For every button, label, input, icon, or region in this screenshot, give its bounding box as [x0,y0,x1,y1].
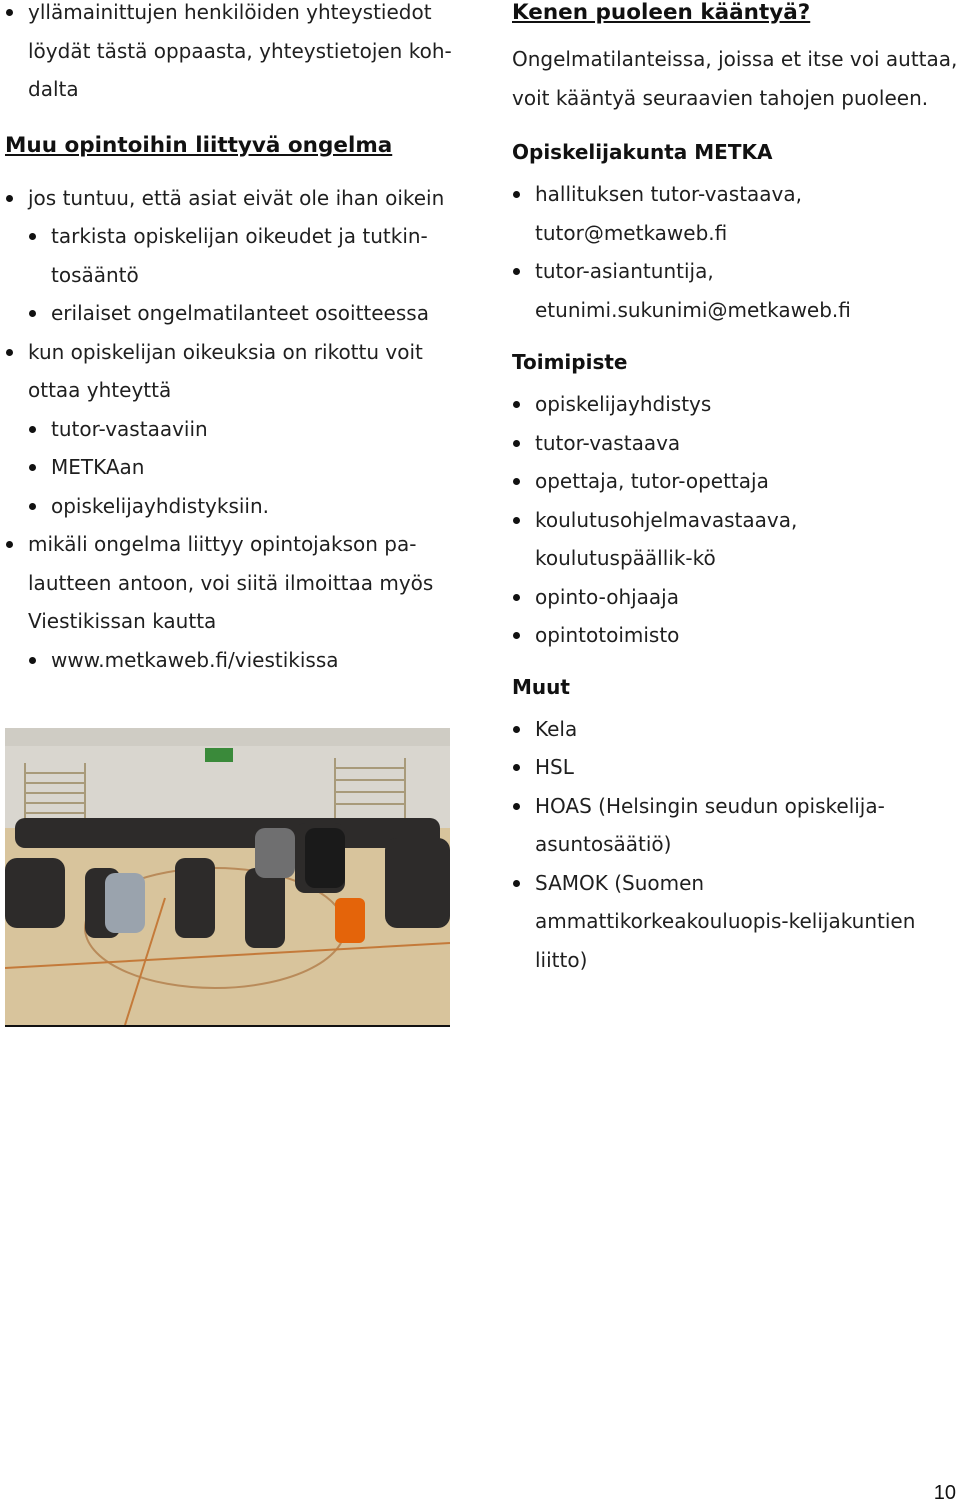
list-item: opinto-ohjaaja [512,578,960,617]
group-heading: Toimipiste [512,350,628,374]
group-heading: Opiskelijakunta METKA [512,140,773,164]
list-item: HOAS (Helsingin seudun opiskelija-asuntosäätiö) [512,787,960,864]
right-title: Kenen puoleen kääntyä? [512,0,811,25]
list-item: tutor-vastaava [512,424,960,463]
contact-groups [512,137,960,979]
list-item: HSL [512,748,960,787]
left-column [5,0,455,679]
section-list [5,179,455,680]
list-item: tarkista opiskelijan oikeudet ja tutkin-tosääntö [5,217,455,294]
gym-group-photo [5,728,450,1027]
list-item: METKAan [5,448,455,487]
page-number: 10 [933,1482,956,1504]
right-column [512,0,960,979]
group-heading: Muut [512,674,570,699]
list-item: yllämainittujen henkilöiden yhteystiedot löydät tästä oppaasta, yhteystietojen koh-dalta [5,0,455,109]
list-item: opintotoimisto [512,616,960,655]
list-item: opettaja, tutor-opettaja [512,462,960,501]
list-item: erilaiset ongelmatilanteet osoitteessa [5,294,455,333]
list-item: www.metkaweb.fi/viestikissa [5,641,455,680]
list-item: jos tuntuu, että asiat eivät ole ihan oikein [5,179,455,218]
list-item: SAMOK (Suomen ammattikorkeakouluopis-kelijakuntien liitto) [512,864,960,980]
section-title: Muu opintoihin liittyvä ongelma [5,132,393,158]
group-list [512,710,960,980]
right-intro: Ongelmatilanteissa, joissa et itse voi auttaa, voit kääntyä seuraavien tahojen puoleen. [512,47,958,110]
list-item: hallituksen tutor-vastaava, tutor@metkaweb.fi [512,175,960,252]
group-list [512,175,960,329]
list-item: Kela [512,710,960,749]
list-item: mikäli ongelma liittyy opintojakson pa-lautteen antoon, voi siitä ilmoittaa myös Viestikissan kautta [5,525,455,641]
intro-list [5,0,455,109]
list-item: opiskelijayhdistyksiin. [5,487,455,526]
list-item: opiskelijayhdistys [512,385,960,424]
list-item: tutor-vastaaviin [5,410,455,449]
list-item: tutor-asiantuntija, etunimi.sukunimi@metkaweb.fi [512,252,960,329]
list-item: koulutusohjelmavastaava, koulutuspäällik-kö [512,501,960,578]
group-list [512,385,960,655]
list-item: kun opiskelijan oikeuksia on rikottu voit ottaa yhteyttä [5,333,455,410]
